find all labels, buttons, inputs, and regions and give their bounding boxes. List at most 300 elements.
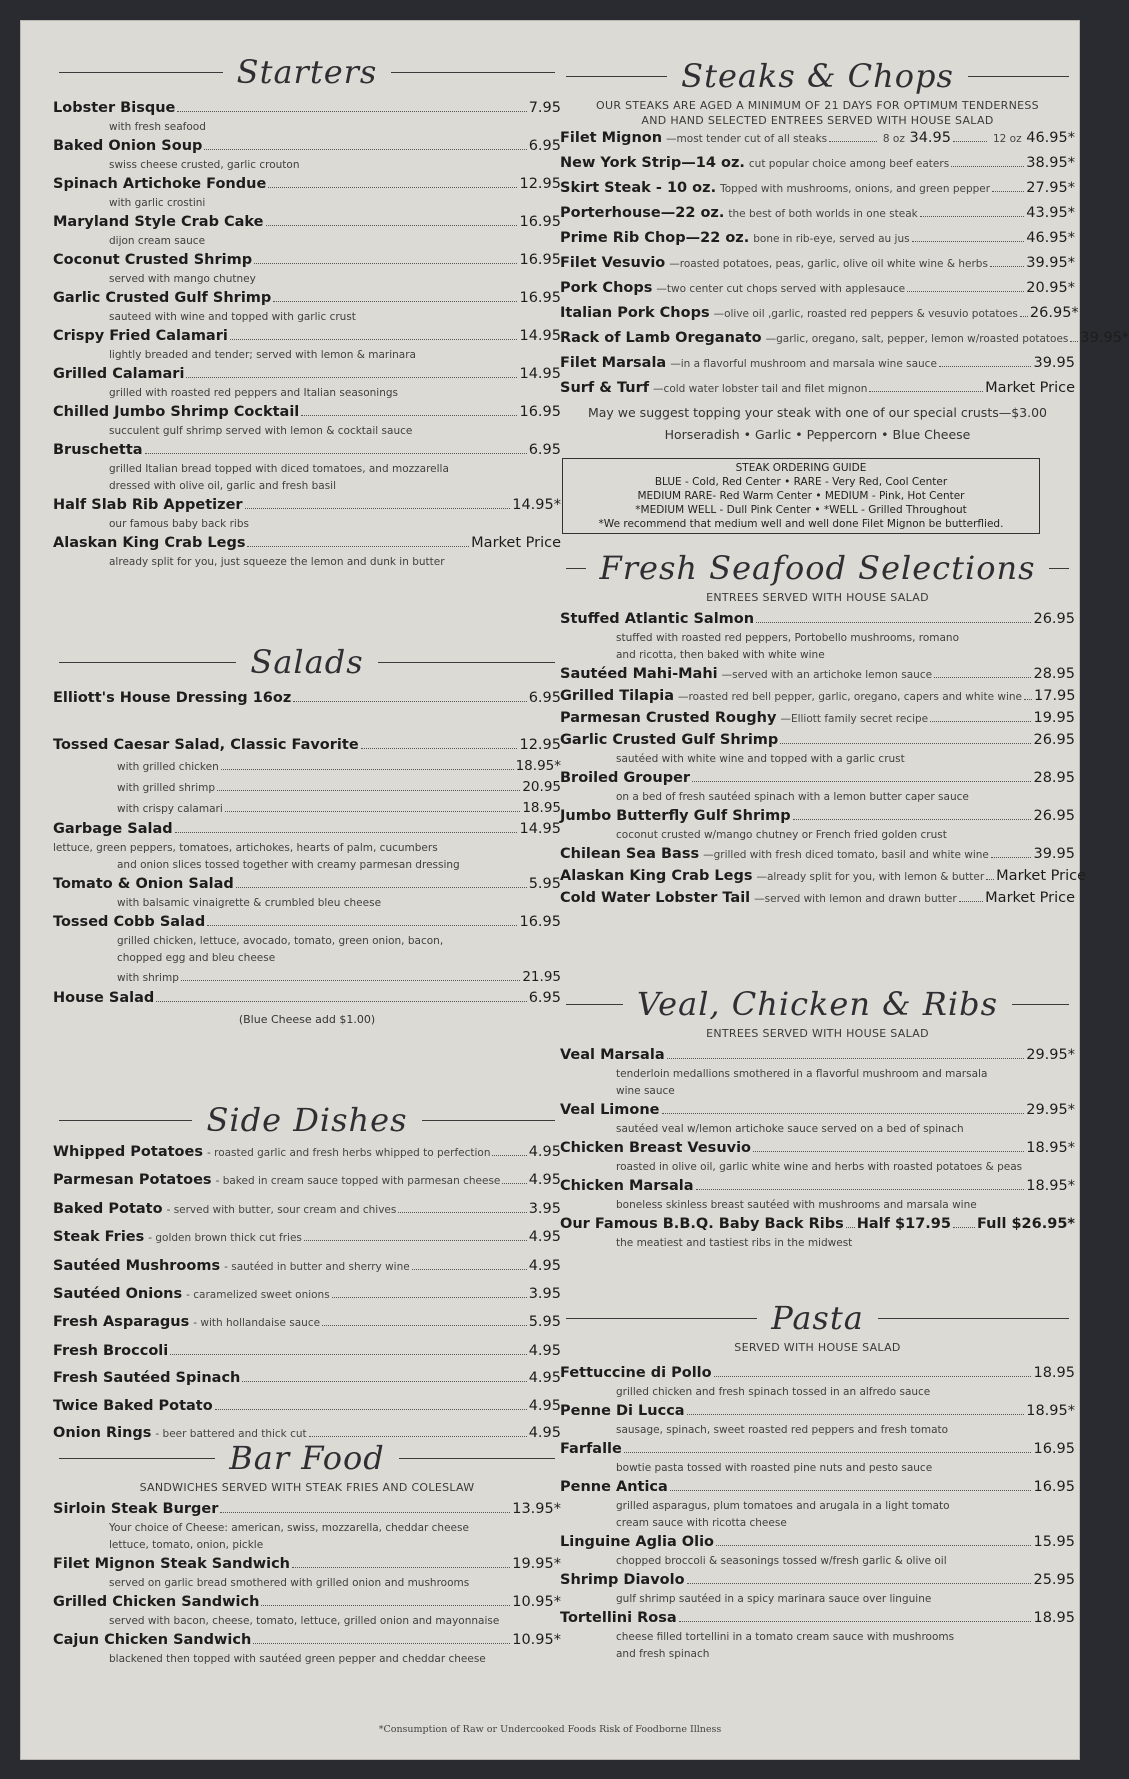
leader-dots <box>181 980 520 981</box>
item-line <box>53 1284 561 1306</box>
item-description: - caramelized sweet onions <box>186 1288 330 1301</box>
leader-dots <box>846 1227 855 1228</box>
menu-item <box>53 364 561 402</box>
sides-list <box>53 1142 561 1445</box>
item-description: and fresh spinach <box>616 1648 710 1660</box>
item-name: Filet Vesuvio <box>560 255 666 271</box>
item-line <box>53 1592 561 1613</box>
item-price: 14.95* <box>512 497 561 513</box>
item-description: Your choice of Cheese: american, swiss, mozzarella, cheddar cheese <box>109 1522 469 1534</box>
item-line <box>53 495 561 516</box>
item-price: 16.95 <box>1033 1441 1075 1457</box>
menu-item <box>53 1170 561 1192</box>
item-description: - beer battered and thick cut <box>155 1427 307 1440</box>
item-description: gulf shrimp sautéed in a spicy marinara sauce over linguine <box>616 1593 932 1605</box>
item-name: Chilled Jumbo Shrimp Cocktail <box>53 404 300 420</box>
item-name: Veal Limone <box>560 1102 660 1118</box>
menu-item <box>53 212 561 250</box>
leader-dots <box>1070 341 1078 342</box>
menu-item <box>53 819 561 874</box>
menu-item <box>560 153 1075 175</box>
menu-item <box>560 378 1075 400</box>
item-name: Crispy Fried Calamari <box>53 328 228 344</box>
item-line <box>53 533 561 554</box>
guide-title: STEAK ORDERING GUIDE <box>735 462 867 474</box>
item-line <box>560 1608 1075 1629</box>
leader-dots <box>186 377 517 378</box>
item-price: 18.95 <box>1033 1610 1075 1626</box>
item-price: 20.95 <box>522 779 561 795</box>
item-name: Onion Rings <box>53 1424 152 1441</box>
item-name: Elliott's House Dressing 16oz <box>53 690 292 706</box>
item-price: 19.95* <box>512 1556 561 1572</box>
item-name: Jumbo Butterfly Gulf Shrimp <box>560 808 791 824</box>
item-price: 18.95 <box>522 800 561 816</box>
item-line <box>53 1368 561 1389</box>
seafood-list <box>560 609 1086 910</box>
item-description: —garlic, oregano, salt, pepper, lemon w/roasted potatoes <box>765 333 1069 345</box>
item-line <box>53 1199 561 1221</box>
item-name: New York Strip—14 oz. <box>560 155 745 171</box>
item-description: sautéed with white wine and topped with a garlic crust <box>616 753 905 765</box>
menu-item <box>560 1045 1075 1100</box>
item-line <box>53 212 561 233</box>
leader-dots <box>990 266 1024 267</box>
item-line <box>560 1439 1075 1460</box>
menu-item <box>560 353 1075 375</box>
item-price: 28.95 <box>1033 666 1075 682</box>
steaks-header <box>560 54 1075 98</box>
item-price: 26.95 <box>1033 732 1075 748</box>
item-name: Sirloin Steak Burger <box>53 1501 219 1517</box>
leader-dots <box>687 1414 1025 1415</box>
item-description: wine sauce <box>616 1085 675 1097</box>
size-label: 8 oz <box>882 133 905 145</box>
item-name: Fresh Asparagus <box>53 1314 190 1331</box>
pasta-header <box>560 1296 1075 1340</box>
item-line <box>560 1401 1075 1422</box>
menu-item <box>53 688 561 709</box>
item-line <box>560 1570 1075 1591</box>
item-price: 26.95 <box>1033 611 1075 627</box>
menu-item <box>560 1477 1075 1532</box>
item-name: Our Famous B.B.Q. Baby Back Ribs <box>560 1216 844 1232</box>
menu-item <box>560 866 1086 888</box>
item-name: Filet Mignon Steak Sandwich <box>53 1556 290 1572</box>
leader-dots <box>332 1297 527 1298</box>
pasta-list <box>560 1363 1075 1663</box>
leader-dots <box>780 743 1031 744</box>
menu-item <box>560 686 1075 708</box>
menu-item <box>560 1214 1075 1252</box>
leader-dots <box>412 1269 527 1270</box>
menu-item <box>560 1570 1075 1608</box>
item-description: cheese filled tortellini in a tomato cream sauce with mushrooms <box>616 1631 955 1643</box>
item-description: lightly breaded and tender; served with lemon & marinara <box>109 349 416 361</box>
item-description: —most tender cut of all steaks <box>666 133 828 145</box>
divider <box>566 76 667 77</box>
item-line <box>53 1630 561 1651</box>
leader-dots <box>912 241 1025 242</box>
item-name: Filet Mignon <box>560 130 663 146</box>
item-price: 39.95* <box>1080 330 1129 346</box>
item-description: —already split for you, with lemon & butter <box>756 871 985 883</box>
menu-item <box>560 253 1075 275</box>
item-name: Chicken Breast Vesuvio <box>560 1140 752 1156</box>
leader-dots <box>753 1151 1024 1152</box>
menu-item <box>53 1142 561 1164</box>
leader-dots <box>939 366 1032 367</box>
item-description: grilled with roasted red peppers and Italian seasonings <box>109 387 399 399</box>
leader-dots <box>247 546 469 547</box>
item-name: Coconut Crusted Shrimp <box>53 252 253 268</box>
leader-dots <box>951 166 1024 167</box>
menu-item <box>560 1138 1075 1176</box>
starters-list <box>53 98 561 571</box>
seafood-section <box>560 546 1086 910</box>
leader-dots <box>273 301 517 302</box>
menu-item <box>560 888 1075 910</box>
item-line <box>560 153 1075 175</box>
full-price: Full $26.95* <box>976 1216 1075 1232</box>
item-price: 6.95 <box>528 690 561 706</box>
leader-dots <box>829 141 877 142</box>
menu-item <box>560 1401 1075 1439</box>
item-description: served with mango chutney <box>109 273 256 285</box>
leader-dots <box>220 1512 510 1513</box>
item-name: Alaskan King Crab Legs <box>53 535 246 551</box>
leader-dots <box>156 1001 526 1002</box>
menu-item <box>53 1368 561 1389</box>
item-price: 4.95 <box>528 1257 561 1274</box>
item-line <box>560 328 1129 350</box>
item-price: 4.95 <box>528 1424 561 1441</box>
leader-dots <box>170 1354 526 1355</box>
leader-dots <box>398 1212 526 1213</box>
menu-item <box>53 1341 561 1362</box>
menu-item <box>560 278 1075 300</box>
item-price: Market Price <box>471 535 561 551</box>
item-description: —roasted potatoes, peas, garlic, olive oil white wine & herbs <box>669 258 988 270</box>
leader-dots <box>692 781 1031 782</box>
item-description: dijon cream sauce <box>109 235 206 247</box>
menu-item <box>53 1256 561 1278</box>
item-description: bone in rib-eye, served au jus <box>753 233 910 245</box>
leader-dots <box>204 149 526 150</box>
crust-note: May we suggest topping your steak with one of our special crusts—$3.00 <box>587 405 1048 420</box>
leader-dots <box>225 811 521 812</box>
item-price: 18.95* <box>1026 1403 1075 1419</box>
item-description: —served with an artichoke lemon sauce <box>721 669 933 681</box>
leader-dots <box>304 1240 527 1241</box>
menu-item <box>560 1363 1075 1401</box>
leader-dots <box>953 141 987 142</box>
item-description: —grilled with fresh diced tomato, basil and white wine <box>703 849 989 861</box>
item-name: Lobster Bisque <box>53 100 176 116</box>
bar-header <box>53 1436 561 1480</box>
item-name: Porterhouse—22 oz. <box>560 205 725 221</box>
item-line <box>560 203 1075 225</box>
item-price: 18.95* <box>1026 1178 1075 1194</box>
item-name: Cajun Chicken Sandwich <box>53 1632 252 1648</box>
item-name: Pork Chops <box>560 280 653 296</box>
item-price: 18.95 <box>1033 1365 1075 1381</box>
item-name: Broiled Grouper <box>560 770 691 786</box>
item-description: served with bacon, cheese, tomato, lettuce, grilled onion and mayonnaise <box>109 1615 500 1627</box>
item-line <box>560 664 1075 686</box>
item-price: Market Price <box>996 868 1086 884</box>
item-price: 10.95* <box>512 1632 561 1648</box>
item-description: grilled asparagus, plum tomatoes and arugala in a light tomato <box>616 1500 950 1512</box>
leader-dots <box>953 1227 975 1228</box>
item-description: —in a flavorful mushroom and marsala wine sauce <box>670 358 937 370</box>
item-price: 20.95* <box>1026 280 1075 296</box>
item-name: Sautéed Mushrooms <box>53 1257 221 1274</box>
menu-item <box>560 806 1075 844</box>
item-description: grilled chicken, lettuce, avocado, tomato, green onion, bacon, <box>117 935 444 947</box>
bar-subtitle: SANDWICHES SERVED WITH STEAK FRIES AND COLESLAW <box>139 1481 475 1494</box>
item-description: the meatiest and tastiest ribs in the midwest <box>616 1237 853 1249</box>
divider <box>1049 568 1069 569</box>
item-price: 46.95* <box>1026 230 1075 246</box>
divider <box>566 568 586 569</box>
menu-item <box>560 1100 1075 1138</box>
leader-dots <box>207 925 517 926</box>
item-price: 4.95 <box>528 1144 561 1160</box>
leader-dots <box>869 391 983 392</box>
bar-list <box>53 1499 561 1668</box>
item-price: 43.95* <box>1026 205 1075 221</box>
item-line <box>53 364 561 385</box>
item-name: Sautéed Onions <box>53 1285 183 1302</box>
item-name: Farfalle <box>560 1441 622 1457</box>
guide-line: MEDIUM RARE- Red Warm Center • MEDIUM - Pink, Hot Center <box>637 490 965 502</box>
leader-dots <box>268 187 517 188</box>
leader-dots <box>230 339 518 340</box>
divider <box>59 72 223 73</box>
item-price: 16.95 <box>519 252 561 268</box>
item-price: 10.95* <box>512 1594 561 1610</box>
leader-dots <box>502 1183 526 1184</box>
item-description: sausage, spinach, sweet roasted red peppers and fresh tomato <box>616 1424 949 1436</box>
menu-item <box>560 708 1075 730</box>
item-name: Garlic Crusted Gulf Shrimp <box>53 290 272 306</box>
divider <box>59 1458 215 1459</box>
item-price: 16.95 <box>519 290 561 306</box>
leader-dots <box>292 1567 510 1568</box>
seafood-title: Fresh Seafood Selections <box>599 549 1036 587</box>
menu-item <box>53 912 561 988</box>
item-line <box>560 178 1075 200</box>
leader-dots <box>930 721 1031 722</box>
item-price: 12.95 <box>519 737 561 753</box>
item-description: blackened then topped with sautéed green pepper and cheddar cheese <box>109 1653 486 1665</box>
leader-dots <box>217 790 520 791</box>
item-name: Parmesan Potatoes <box>53 1172 212 1189</box>
menu-item <box>53 1499 561 1554</box>
sides-section <box>53 1098 561 1451</box>
steaks-subtitle: OUR STEAKS ARE AGED A MINIMUM OF 21 DAYS FOR OPTIMUM TENDERNESS <box>596 99 1039 112</box>
item-line <box>53 1341 561 1362</box>
item-name: Alaskan King Crab Legs <box>560 868 753 884</box>
item-price: 14.95 <box>519 821 561 837</box>
item-name: Grilled Tilapia <box>560 688 674 704</box>
menu-item <box>53 250 561 288</box>
item-price: 28.95 <box>1033 770 1075 786</box>
menu-item <box>53 174 561 212</box>
item-line <box>560 768 1075 789</box>
leader-dots <box>793 819 1032 820</box>
item-description: swiss cheese crusted, garlic crouton <box>109 159 300 171</box>
item-line <box>560 253 1075 275</box>
item-name: Tossed Caesar Salad, Classic Favorite <box>53 737 359 753</box>
item-description: cut popular choice among beef eaters <box>748 158 950 170</box>
item-price: 26.95* <box>1029 305 1079 321</box>
menu-item <box>560 203 1075 225</box>
menu-item <box>53 533 561 571</box>
item-price: 34.95 <box>909 130 951 146</box>
guide-line: *We recommend that medium well and well done Filet Mignon be butterflied. <box>598 518 1004 530</box>
item-option: with shrimp <box>117 972 179 984</box>
item-name: Tossed Cobb Salad <box>53 914 206 930</box>
item-description: dressed with olive oil, garlic and fresh basil <box>109 480 336 492</box>
item-description: our famous baby back ribs <box>109 518 249 530</box>
item-description: tenderloin medallions smothered in a flavorful mushroom and marsala <box>616 1068 988 1080</box>
leader-dots <box>177 111 526 112</box>
item-price: 3.95 <box>528 1200 561 1217</box>
item-option: with grilled chicken <box>117 761 219 773</box>
item-name: Spinach Artichoke Fondue <box>53 176 267 192</box>
item-price: 17.95 <box>1034 688 1076 704</box>
item-name: Grilled Chicken Sandwich <box>53 1594 260 1610</box>
item-line <box>560 806 1075 827</box>
item-price: 27.95* <box>1026 180 1075 196</box>
leader-dots <box>714 1376 1032 1377</box>
item-description: with garlic crostini <box>109 197 206 209</box>
item-description: boneless skinless breast sautéed with mushrooms and marsala wine <box>616 1199 977 1211</box>
item-description: grilled chicken and fresh spinach tossed in an alfredo sauce <box>616 1386 931 1398</box>
menu-item <box>560 228 1075 250</box>
menu-item <box>560 128 1075 150</box>
leader-dots <box>175 832 518 833</box>
menu-item <box>53 288 561 326</box>
item-name: Garlic Crusted Gulf Shrimp <box>560 732 779 748</box>
divider <box>566 1004 623 1005</box>
item-name: Half Slab Rib Appetizer <box>53 497 243 513</box>
leader-dots <box>1024 699 1032 700</box>
item-price: 13.95* <box>512 1501 561 1517</box>
item-line <box>53 288 561 309</box>
item-name: Veal Marsala <box>560 1047 665 1063</box>
item-line <box>53 326 561 347</box>
item-line <box>560 1532 1075 1553</box>
item-description: lettuce, green peppers, tomatoes, artichokes, hearts of palm, cucumbers <box>53 842 438 854</box>
leader-dots <box>687 1583 1032 1584</box>
item-name: Garbage Salad <box>53 821 173 837</box>
menu-item <box>560 1439 1075 1477</box>
menu-item <box>53 98 561 136</box>
item-name: Fresh Broccoli <box>53 1342 169 1359</box>
item-name: Prime Rib Chop—22 oz. <box>560 230 750 246</box>
item-description: Topped with mushrooms, onions, and green pepper <box>720 183 991 195</box>
leader-dots <box>261 1605 510 1606</box>
leader-dots <box>253 1643 510 1644</box>
leader-dots <box>624 1452 1032 1453</box>
item-description: grilled Italian bread topped with diced tomatoes, and mozzarella <box>109 463 449 475</box>
leader-dots <box>322 1325 527 1326</box>
item-name: Linguine Aglia Olio <box>560 1534 715 1550</box>
item-description: stuffed with roasted red peppers, Portobello mushrooms, romano <box>616 632 960 644</box>
item-description: coconut crusted w/mango chutney or French fried golden crust <box>616 829 947 841</box>
item-description: - baked in cream sauce topped with parmesan cheese <box>215 1175 501 1188</box>
item-name: Whipped Potatoes <box>53 1144 203 1160</box>
leader-dots <box>266 225 518 226</box>
menu-item <box>560 328 1129 350</box>
item-price: 21.95 <box>522 969 561 985</box>
menu-item <box>53 874 561 912</box>
item-description: succulent gulf shrimp served with lemon & cocktail sauce <box>109 425 413 437</box>
item-name: Cold Water Lobster Tail <box>560 890 751 906</box>
menu-item <box>53 988 561 1026</box>
item-description: - sautéed in butter and sherry wine <box>224 1260 410 1273</box>
item-price: 16.95 <box>519 214 561 230</box>
item-line <box>53 250 561 271</box>
menu-item <box>53 1227 561 1249</box>
item-name: Chicken Marsala <box>560 1178 694 1194</box>
item-line <box>53 1170 561 1192</box>
leader-dots <box>215 1409 527 1410</box>
bar-title: Bar Food <box>229 1439 385 1477</box>
item-price: 16.95 <box>519 914 561 930</box>
menu-item <box>560 1608 1075 1663</box>
item-description: - roasted garlic and fresh herbs whipped to perfection <box>206 1147 491 1159</box>
divider <box>968 76 1069 77</box>
leader-dots <box>992 191 1024 192</box>
item-name: Grilled Calamari <box>53 366 185 382</box>
item-price: 14.95 <box>519 328 561 344</box>
item-description: - with hollandaise sauce <box>193 1317 321 1330</box>
item-description: with fresh seafood <box>109 121 206 133</box>
item-description: chopped broccoli & seasonings tossed w/fresh garlic & olive oil <box>616 1555 947 1567</box>
item-line <box>560 609 1075 630</box>
steaks-section <box>560 54 1129 446</box>
item-line <box>560 228 1075 250</box>
item-description: and onion slices tossed together with creamy parmesan dressing <box>117 859 460 871</box>
item-name: Skirt Steak - 10 oz. <box>560 180 717 196</box>
leader-dots <box>254 263 517 264</box>
item-note: (Blue Cheese add $1.00) <box>238 1013 376 1026</box>
divider <box>59 1120 192 1121</box>
item-line <box>53 440 561 461</box>
item-option: with crispy calamari <box>117 803 223 815</box>
menu-item <box>53 1554 561 1592</box>
menu-item <box>53 495 561 533</box>
menu-item <box>53 326 561 364</box>
item-line <box>53 98 561 119</box>
seafood-subtitle: ENTREES SERVED WITH HOUSE SALAD <box>706 591 929 604</box>
divider <box>378 662 555 663</box>
item-name: Baked Potato <box>53 1200 163 1217</box>
leader-dots <box>293 701 526 702</box>
leader-dots <box>492 1155 526 1156</box>
leader-dots <box>716 1545 1031 1546</box>
item-name: Shrimp Diavolo <box>560 1572 685 1588</box>
leader-dots <box>1020 316 1028 317</box>
item-description: —roasted red bell pepper, garlic, oregano, capers and white wine <box>677 691 1022 703</box>
item-name: Steak Fries <box>53 1229 145 1246</box>
leader-dots <box>986 879 994 880</box>
item-price: 29.95* <box>1026 1047 1075 1063</box>
